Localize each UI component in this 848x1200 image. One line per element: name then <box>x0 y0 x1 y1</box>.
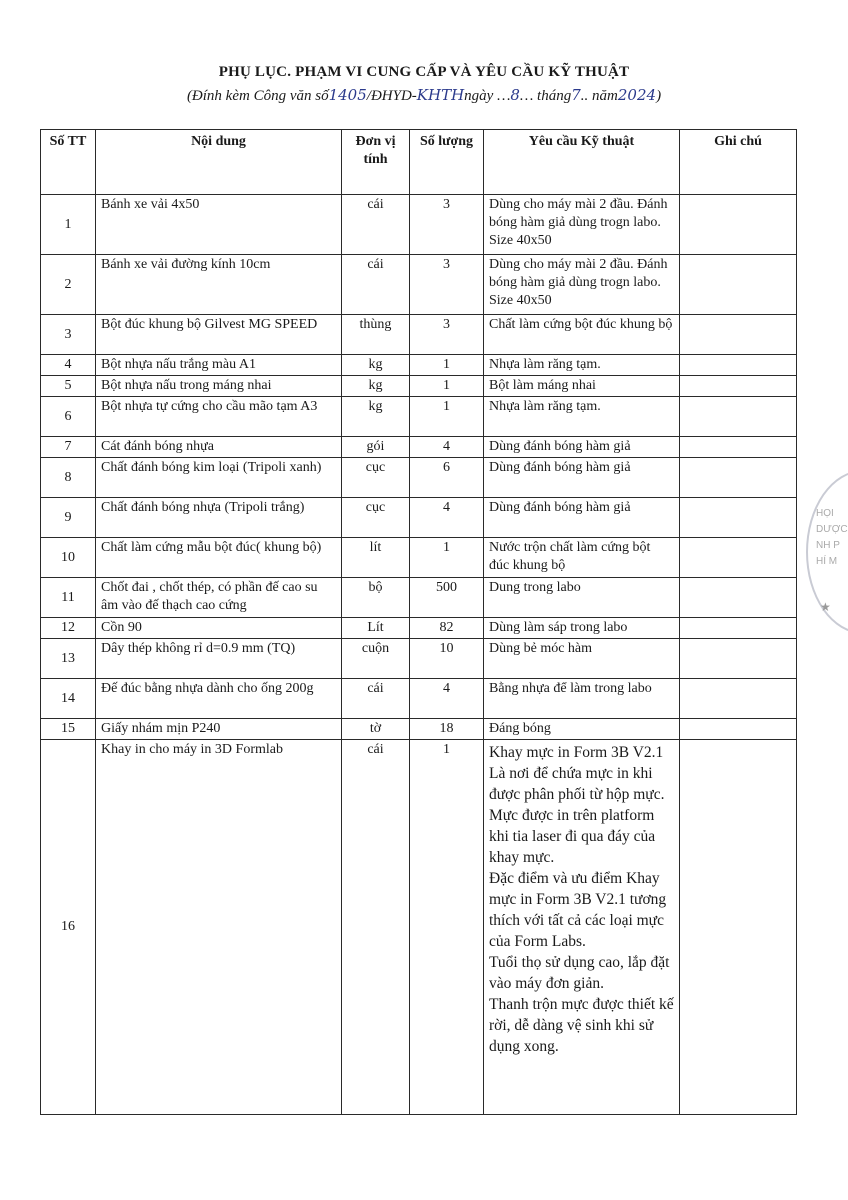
doc-number-handwritten: 1405 <box>328 86 367 104</box>
row-unit: kg <box>342 376 410 397</box>
row-number: 14 <box>41 679 96 719</box>
row-unit: cái <box>342 679 410 719</box>
row-number: 10 <box>41 538 96 578</box>
row-number: 7 <box>41 437 96 458</box>
row-quantity: 4 <box>410 679 484 719</box>
row-number: 12 <box>41 618 96 639</box>
table-row <box>41 437 797 458</box>
year-handwritten: 2024 <box>617 86 657 104</box>
seal-text-line: DƯỢC <box>816 524 848 535</box>
row-unit: cuộn <box>342 639 410 679</box>
row-unit: Lít <box>342 618 410 639</box>
row-content: Chốt đai , chốt thép, có phần đế cao su âm vào đế thạch cao cứng <box>96 578 342 618</box>
row-number: 6 <box>41 397 96 437</box>
row-requirement: Dùng làm sáp trong labo <box>484 618 680 639</box>
row-content: Bột nhựa tự cứng cho cầu mão tạm A3 <box>96 397 342 437</box>
row-note <box>680 740 797 1115</box>
row-note <box>680 538 797 578</box>
table-row <box>41 679 797 719</box>
row-requirement: Đáng bóng <box>484 719 680 740</box>
row-number: 1 <box>41 195 96 255</box>
row-number: 3 <box>41 315 96 355</box>
header-requirements: Yêu cầu Kỹ thuật <box>484 130 680 195</box>
page-subtitle <box>0 86 848 105</box>
table-row <box>41 355 797 376</box>
header-stt: Số TT <box>41 130 96 195</box>
row-note <box>680 255 797 315</box>
page-title: PHỤ LỤC. PHẠM VI CUNG CẤP VÀ YÊU CẦU KỸ THUẬT <box>218 64 630 80</box>
row-note <box>680 397 797 437</box>
seal-text-line: NH P <box>816 540 840 551</box>
table-row <box>41 740 797 1115</box>
row-requirement: Nhựa làm răng tạm. <box>484 355 680 376</box>
subtitle-ngay: ngày … <box>464 88 511 104</box>
row-unit: gói <box>342 437 410 458</box>
row-number: 5 <box>41 376 96 397</box>
table-header-row <box>41 130 797 195</box>
row-number: 8 <box>41 458 96 498</box>
table-row <box>41 315 797 355</box>
row-quantity: 1 <box>410 538 484 578</box>
subtitle-mid: /ĐHYD- <box>366 88 417 104</box>
row-note <box>680 315 797 355</box>
row-number: 4 <box>41 355 96 376</box>
seal-text-line: HỌI <box>816 508 834 519</box>
row-requirement: Dùng đánh bóng hàm giả <box>484 437 680 458</box>
row-number: 15 <box>41 719 96 740</box>
row-content: Giấy nhám mịn P240 <box>96 719 342 740</box>
row-content: Chất đánh bóng kim loại (Tripoli xanh) <box>96 458 342 498</box>
specification-table <box>40 129 797 1115</box>
subtitle-prefix: (Đính kèm Công văn số <box>186 88 329 104</box>
row-requirement: Dùng đánh bóng hàm giả <box>484 458 680 498</box>
header-content: Nội dung <box>96 130 342 195</box>
row-unit: cái <box>342 195 410 255</box>
row-note <box>680 458 797 498</box>
row-unit: cục <box>342 458 410 498</box>
row-note <box>680 437 797 458</box>
table-row <box>41 538 797 578</box>
row-quantity: 6 <box>410 458 484 498</box>
row-content: Cát đánh bóng nhựa <box>96 437 342 458</box>
row-number: 13 <box>41 639 96 679</box>
row-number: 9 <box>41 498 96 538</box>
day-handwritten: 8 <box>510 86 520 104</box>
row-note <box>680 355 797 376</box>
row-requirement: Dùng đánh bóng hàm giả <box>484 498 680 538</box>
row-quantity: 4 <box>410 437 484 458</box>
row-content: Bột nhựa nấu trắng màu A1 <box>96 355 342 376</box>
row-quantity: 18 <box>410 719 484 740</box>
table-row <box>41 578 797 618</box>
row-quantity: 82 <box>410 618 484 639</box>
row-unit: kg <box>342 355 410 376</box>
row-number: 11 <box>41 578 96 618</box>
row-content: Dây thép không rỉ d=0.9 mm (TQ) <box>96 639 342 679</box>
row-unit: thùng <box>342 315 410 355</box>
row-note <box>680 679 797 719</box>
row-quantity: 1 <box>410 740 484 1115</box>
row-unit: tờ <box>342 719 410 740</box>
row-quantity: 1 <box>410 355 484 376</box>
row-content: Bánh xe vải 4x50 <box>96 195 342 255</box>
month-handwritten: 7 <box>571 86 581 104</box>
row-unit: cục <box>342 498 410 538</box>
row-requirement: Bằng nhựa để làm trong labo <box>484 679 680 719</box>
subtitle-end: ) <box>656 88 662 104</box>
row-unit: cái <box>342 255 410 315</box>
row-quantity: 3 <box>410 195 484 255</box>
table-row <box>41 639 797 679</box>
dept-code-handwritten: KHTH <box>416 86 465 104</box>
row-quantity: 10 <box>410 639 484 679</box>
row-content: Chất làm cứng mẫu bột đúc( khung bộ) <box>96 538 342 578</box>
row-content: Khay in cho máy in 3D Formlab <box>96 740 342 1115</box>
row-note <box>680 578 797 618</box>
row-content: Đế đúc bằng nhựa dành cho ống 200g <box>96 679 342 719</box>
row-content: Chất đánh bóng nhựa (Tripoli trắng) <box>96 498 342 538</box>
row-unit: bộ <box>342 578 410 618</box>
table-row <box>41 458 797 498</box>
row-quantity: 3 <box>410 315 484 355</box>
row-note <box>680 498 797 538</box>
row-requirement: Dùng cho máy mài 2 đầu. Đánh bóng hàm giả dùng trogn labo. Size 40x50 <box>484 195 680 255</box>
row-number: 16 <box>41 740 96 1115</box>
row-requirement: Dùng bẻ móc hàm <box>484 639 680 679</box>
row-note <box>680 376 797 397</box>
table-row <box>41 618 797 639</box>
seal-star-icon: ★ <box>820 600 831 614</box>
table-row <box>41 255 797 315</box>
row-requirement: Bột làm máng nhai <box>484 376 680 397</box>
row-requirement: Nhựa làm răng tạm. <box>484 397 680 437</box>
header-quantity: Số lượng <box>410 130 484 195</box>
row-note <box>680 195 797 255</box>
row-content: Bánh xe vải đường kính 10cm <box>96 255 342 315</box>
row-quantity: 1 <box>410 397 484 437</box>
row-note <box>680 719 797 740</box>
table-row <box>41 195 797 255</box>
row-number: 2 <box>41 255 96 315</box>
subtitle-nam: .. năm <box>580 88 618 104</box>
row-quantity: 4 <box>410 498 484 538</box>
header-unit: Đơn vị tính <box>342 130 410 195</box>
row-quantity: 3 <box>410 255 484 315</box>
row-unit: cái <box>342 740 410 1115</box>
row-note <box>680 618 797 639</box>
table-row <box>41 376 797 397</box>
table-row <box>41 498 797 538</box>
row-quantity: 1 <box>410 376 484 397</box>
seal-text-line: HÍ M <box>816 556 838 567</box>
header-note: Ghi chú <box>680 130 797 195</box>
row-content: Bột nhựa nấu trong máng nhai <box>96 376 342 397</box>
row-content: Bột đúc khung bộ Gilvest MG SPEED <box>96 315 342 355</box>
row-requirement: Dung trong labo <box>484 578 680 618</box>
row-requirement: Chất làm cứng bột đúc khung bộ <box>484 315 680 355</box>
row-quantity: 500 <box>410 578 484 618</box>
row-note <box>680 639 797 679</box>
subtitle-thang: … tháng <box>519 88 572 104</box>
row-unit: lít <box>342 538 410 578</box>
row-content: Cồn 90 <box>96 618 342 639</box>
row-requirement: Nước trộn chất làm cứng bột đúc khung bộ <box>484 538 680 578</box>
table-row <box>41 397 797 437</box>
row-requirement: Dùng cho máy mài 2 đầu. Đánh bóng hàm giả dùng trogn labo. Size 40x50 <box>484 255 680 315</box>
row-unit: kg <box>342 397 410 437</box>
row-requirement: Khay mực in Form 3B V2.1 Là nơi để chứa mực in khi được phân phối từ hộp mực. Mực được in trên platform khi tia laser đi qua đáy của khay mực. Đặc điểm và ưu điểm Khay mực in Form 3B V2.1 tương thích với tất cả các loại mực của Form Labs. Tuổi thọ sử dụng cao, lắp đặt vào máy đơn giản. Thanh trộn mực được thiết kế rời, dễ dàng vệ sinh khi sử dụng xong. <box>484 740 680 1115</box>
table-row <box>41 719 797 740</box>
